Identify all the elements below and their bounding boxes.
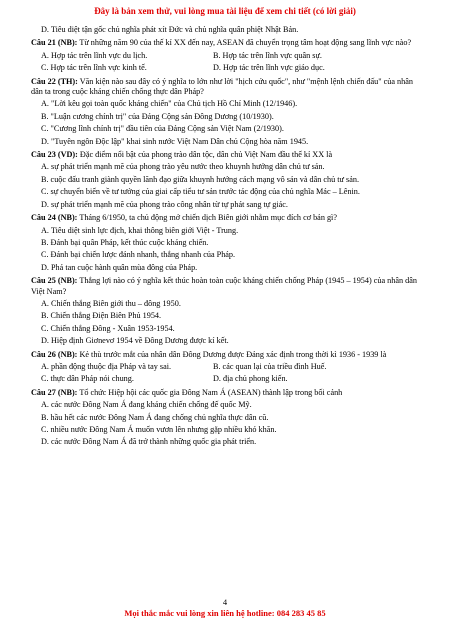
option-row <box>31 63 423 73</box>
question-text: Văn kiện nào sau đây có ý nghĩa to lớn như lời "hịch cứu quốc", như "mệnh lệnh chiến đấu" của nhân dân ta trong cuộc kháng chiến chống thực dân Pháp? <box>31 76 413 97</box>
question-label: Câu 25 (NB): <box>31 276 78 286</box>
option-d: D. sự phát triển mạnh mẽ của phong trào công nhân từ tự phát sang tự giác. <box>41 199 288 209</box>
option-a: A. phần động thuộc địa Pháp và tay sai. <box>41 361 172 371</box>
question-text: Đặc điểm nổi bật của phong trào dân tộc, dân chủ Việt Nam đầu thế kỉ XX là <box>79 150 333 160</box>
option-row <box>31 374 423 384</box>
option-row <box>31 362 423 372</box>
page-number: 4 <box>222 597 228 607</box>
question-label: Câu 27 (NB): <box>31 387 78 397</box>
question-22 <box>31 77 423 98</box>
option-d: D. "Tuyên ngôn Độc lập" khai sinh nước Việt Nam Dân chủ Cộng hòa năm 1945. <box>41 136 309 146</box>
option-b: B. "Luận cương chính trị" của Đảng Cộng sản Đông Dương (10/1930). <box>41 111 274 121</box>
option-c: C. nhiều nước Đông Nam Á muốn vươn lên nhưng gặp nhiều khó khăn. <box>41 425 277 434</box>
question-label: Câu 24 (NB): <box>31 213 78 223</box>
question-27 <box>31 388 423 398</box>
question-23 <box>31 150 423 160</box>
option-d: D. Hiệp định Giơnevơ 1954 về Đông Dương được kí kết. <box>41 336 229 346</box>
question-body <box>31 23 423 450</box>
option-b: B. Đánh bại quân Pháp, kết thúc cuộc kháng chiến. <box>41 237 209 247</box>
option-a: A. Tiêu diệt sinh lực địch, khai thông biên giới Việt - Trung. <box>41 225 239 235</box>
option-c: C. Chiến thắng Đông - Xuân 1953-1954. <box>41 323 175 333</box>
question-text: Kẻ thù trước mắt của nhân dân Đông Dương được Đảng xác định trong thời kì 1936 - 1939 là <box>79 349 387 359</box>
question-24 <box>31 213 423 223</box>
option-d: D. Hợp tác trên lĩnh vực giáo dục. <box>213 63 325 73</box>
question-label: Câu 26 (NB): <box>31 349 78 359</box>
option-c: C. Hợp tác trên lĩnh vực kinh tế. <box>41 63 147 73</box>
question-text: Thắng lợi nào có ý nghĩa kết thúc hoàn toàn cuộc kháng chiến chống Pháp (1945 – 1954) của nhân dân Việt Nam? <box>31 276 417 296</box>
option-c: C. thực dân Pháp nói chung. <box>41 374 134 384</box>
option-d: D. Phá tan cuộc hành quân mùa đông của Pháp. <box>41 262 198 272</box>
question-label: Câu 21 (NB): <box>31 38 78 48</box>
question-label: Câu 23 (VD): <box>31 150 78 160</box>
option-a: A. sự phát triển mạnh mẽ của phong trào yêu nước theo khuynh hướng dân chủ tư sản. <box>41 162 325 172</box>
hotline-footer: Mọi thắc mắc vui lòng xin liên hệ hotline: 084 283 45 85 <box>124 608 326 618</box>
option-b: B. hầu hết các nước Đông Nam Á đang chống chủ nghĩa thực dân cũ. <box>41 412 269 422</box>
question-25 <box>31 276 423 297</box>
option-d: D. các nước Đông Nam Á đã trở thành những quốc gia phát triển. <box>41 437 257 447</box>
preview-notice-header: Đây là bản xem thử, vui lòng mua tài liệu để xem chi tiết (có lời giải) <box>94 6 356 16</box>
question-label: Câu 22 (TH): <box>31 76 78 86</box>
option-b: B. cuộc đấu tranh giành quyền lãnh đạo giữa khuynh hướng cách mạng vô sản và dân chủ tư sản. <box>41 174 359 184</box>
option-b: B. Chiến thắng Điện Biên Phủ 1954. <box>41 311 162 321</box>
question-text: Tháng 6/1950, ta chủ động mở chiến dịch Biên giới nhằm mục đích cơ bản gì? <box>79 213 337 223</box>
previous-option-d: D. Tiêu diệt tận gốc chủ nghĩa phát xít Đức và chủ nghĩa quân phiệt Nhật Bản. <box>41 25 299 34</box>
option-b: B. Hợp tác trên lĩnh vực quân sự. <box>213 50 322 60</box>
option-c: C. "Cương lĩnh chính trị" đầu tiên của Đảng Cộng sản Việt Nam (2/1930). <box>41 124 284 134</box>
option-a: A. Hợp tác trên lĩnh vực du lịch. <box>41 50 148 60</box>
question-text: Tổ chức Hiệp hội các quốc gia Đông Nam Á (ASEAN) thành lập trong bối cảnh <box>79 387 343 397</box>
question-26 <box>31 350 423 360</box>
option-row <box>31 51 423 61</box>
option-a: A. Chiến thắng Biên giới thu – đông 1950. <box>41 298 181 308</box>
question-text: Từ những năm 90 của thế kỉ XX đến nay, ASEAN đã chuyển trọng tâm hoạt động sang lĩnh vực nào? <box>79 38 412 48</box>
option-b: B. các quan lại của triều đình Huế. <box>213 361 327 371</box>
option-d: D. địa chủ phong kiến. <box>213 374 288 384</box>
option-a: A. các nước Đông Nam Á đang kháng chiến chống đế quốc Mỹ. <box>41 400 252 410</box>
option-c: C. Đánh bại chiến lược đánh nhanh, thắng nhanh của Pháp. <box>41 250 236 260</box>
question-21 <box>31 38 423 48</box>
option-a: A. "Lời kêu gọi toàn quốc kháng chiến" của Chủ tịch Hồ Chí Minh (12/1946). <box>41 99 298 109</box>
option-c: C. sự chuyển biến về tư tưởng của giai cấp tiểu tư sản trước tác động của chủ nghĩa Mác – Lênin. <box>41 187 360 197</box>
